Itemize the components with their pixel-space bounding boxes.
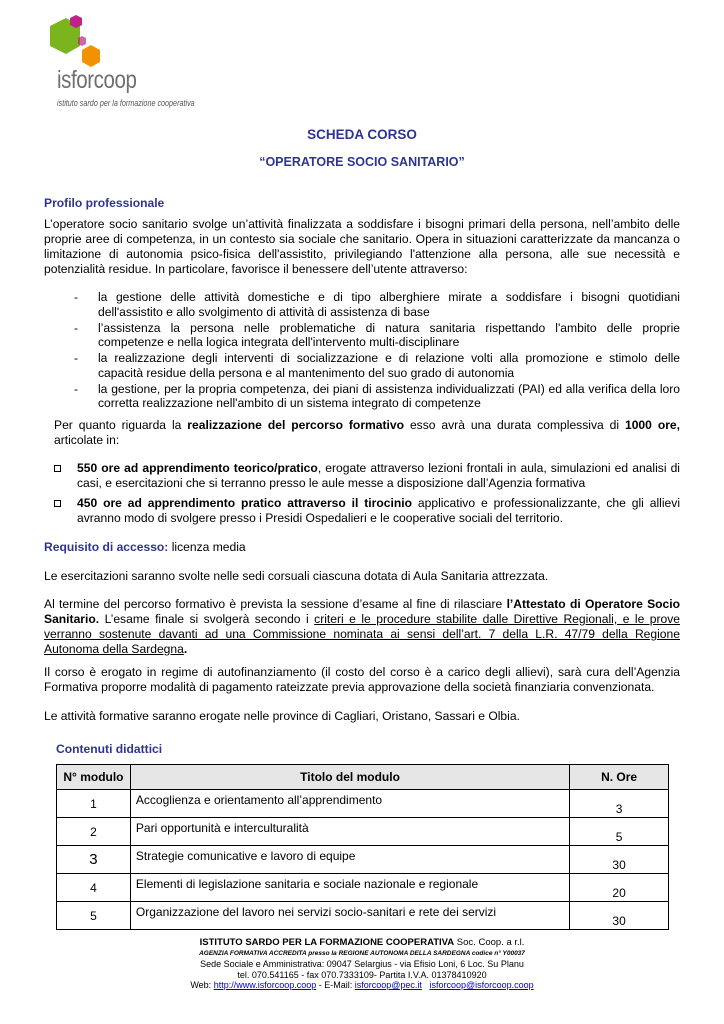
moduli-table	[56, 764, 669, 930]
table-row	[57, 874, 669, 902]
table-row	[57, 846, 669, 874]
esercitazioni-text: Le esercitazioni saranno svolte nelle sedi corsuali ciascuna dotata di Aula Sanitaria attrezzata.	[44, 569, 549, 583]
list-item: - la realizzazione degli interventi di socializzazione e di relazione volti alla promozione e stimolo delle capacità residue della persona e al mantenimento del suo grado di autonomia	[74, 351, 680, 380]
table-header-row	[57, 765, 669, 790]
module-title: Elementi di legislazione sanitaria e sociale nazionale e regionale	[130, 874, 569, 902]
footer-phone: tel. 070.541165 - fax 070.7333109- Partita I.V.A. 01378410920	[237, 969, 487, 980]
footer-org-name: ISTITUTO SARDO PER LA FORMAZIONE COOPERATIVA	[199, 937, 455, 948]
table-row	[57, 790, 669, 818]
list-item: 450 ore ad apprendimento pratico attraverso il tirocinio applicativo e professionalizzante, che gli allievi avranno modo di svolgere presso i Presidi Ospedalieri e le cooperative sociali del territorio.	[52, 496, 680, 526]
module-title: Accoglienza e orientamento all’apprendimento	[130, 790, 569, 818]
page-title: SCHEDA CORSO	[307, 127, 417, 142]
course-name: “OPERATORE SOCIO SANITARIO”	[259, 155, 465, 169]
email-link[interactable]: isforcoop@isforcoop.coop	[429, 980, 534, 990]
list-item: 550 ore ad apprendimento teorico/pratico, erogate attraverso lezioni frontali in aula, simulazioni ed analisi di casi, e esercitazioni che si terranno presso le aule messe a disposizione dall’Agenzia formativa	[52, 461, 680, 491]
column-header: N. Ore	[570, 765, 669, 790]
requisito: Requisito di accesso: licenza media	[44, 540, 246, 554]
list-item: - la gestione delle attività domestiche e di tipo alberghiere mirate a soddisfare i bisogni quotidiani dell'assistito e allo svolgimento di attività di assistenza di base	[74, 290, 680, 319]
module-hours: 3	[570, 790, 669, 818]
module-title: Pari opportunità e interculturalità	[130, 818, 569, 846]
list-item: - la gestione, per la propria competenza, dei piani di assistenza individualizzati (PAI) ed alla verifica della loro corretta realizzazione nell'ambito di un sistema integrato di competenze	[74, 381, 680, 410]
logo-tagline: istituto sardo per la formazione cooperativa	[57, 98, 195, 108]
checkbox-bullet-icon	[54, 465, 61, 472]
pec-email-link[interactable]: isforcoop@pec.it	[354, 980, 422, 990]
module-title: Strategie comunicative e lavoro di equipe	[130, 846, 569, 874]
esame-paragraph: Al termine del percorso formativo è prevista la sessione d’esame al fine di rilasciare l’Attestato di Operatore Socio Sanitario. L’esame finale si svolgerà secondo i criteri e le procedure stabilite dalle Direttive Regionali, e le prove verranno sostenute davanti ad una Commissione nominata ai sensi dell’art. 7 della L.R. 47/79 della Regione Autonoma della Sardegna.	[44, 597, 681, 656]
module-title: Organizzazione del lavoro nei servizi socio-sanitari e rete dei servizi	[130, 902, 569, 930]
module-hours: 30	[570, 846, 669, 874]
province-text: Le attività formative saranno erogate nelle province di Cagliari, Oristano, Sassari e Olbia.	[44, 709, 520, 723]
profilo-heading: Profilo professionale	[44, 196, 165, 210]
module-number: 4	[57, 874, 131, 902]
footer-accreditation: AGENZIA FORMATIVA ACCREDITA presso la REGIONE AUTONOMA DELLA SARDEGNA codice n° Y00037	[199, 949, 525, 957]
percorso-list	[52, 461, 680, 531]
contenuti-heading: Contenuti didattici	[56, 742, 163, 756]
checkbox-bullet-icon	[54, 500, 61, 507]
footer: ISTITUTO SARDO PER LA FORMAZIONE COOPERATIVA Soc. Coop. a r.l. AGENZIA FORMATIVA ACCREDITA presso la REGIONE AUTONOMA DELLA SARDEGNA codice n° Y00037 Sede Sociale e Amministrativa: 09047 Selargius - via Efisio Loni, 6 Loc. Su Planu tel. 070.541165 - fax 070.7333109- Partita I.V.A. 01378410920 Web: http://www.isforcoop.coop - E-Mail: isforcoop@pec.it isforcoop@isforcoop.coop	[0, 938, 724, 991]
module-number: 2	[57, 818, 131, 846]
module-number: 5	[57, 902, 131, 930]
finanziamento-paragraph: Il corso è erogato in regime di autofinanziamento (il costo del corso è a carico degli allievi), sarà cura dell’Agenzia Formativa proporre modalità di pagamento rateizzate previa approvazione della società finanziaria convenzionata.	[44, 665, 680, 694]
profilo-paragraph	[44, 217, 680, 277]
module-number: 1	[57, 790, 131, 818]
column-header: Titolo del modulo	[130, 765, 569, 790]
module-hours: 5	[570, 818, 669, 846]
profilo-list	[74, 290, 680, 412]
website-link[interactable]: http://www.isforcoop.coop	[213, 980, 317, 990]
table-row	[57, 818, 669, 846]
profilo-line: potenzialità residue. In particolare, favorisce il benessere dell’utente attraverso:	[44, 262, 468, 276]
column-header: N° modulo	[57, 765, 131, 790]
list-item: - l’assistenza la persona nelle problematiche di natura sanitaria rispettando l'ambito delle proprie competenze e nella logica integrata dell'intervento multi-disciplinare	[74, 320, 680, 349]
logo-orange-hexagon	[82, 45, 100, 67]
module-hours: 30	[570, 902, 669, 930]
profilo-line: limitazione di autonomia psico-fisica dell'assistito, privilegiando l'attenzione alla persona, alle sue necessità e	[44, 247, 680, 261]
module-hours: 20	[570, 874, 669, 902]
profilo-line: proprie aree di competenza, in un contesto sia sociale che sanitario. Opera in situazioni caratterizzate da mancanza o	[44, 232, 680, 246]
profilo-line: L’operatore socio sanitario svolge un’attività finalizzata a soddisfare i bisogni primari della persona, nell’ambito delle	[44, 217, 680, 231]
percorso-paragraph: Per quanto riguarda la realizzazione del percorso formativo esso avrà una durata complessiva di 1000 ore, articolate in:	[54, 418, 680, 447]
footer-address: Sede Sociale e Amministrativa: 09047 Selargius - via Efisio Loni, 6 Loc. Su Planu	[200, 959, 524, 969]
table-row	[57, 902, 669, 930]
logo-wordmark: isforcoop	[57, 66, 137, 94]
module-number: 3	[57, 846, 131, 874]
